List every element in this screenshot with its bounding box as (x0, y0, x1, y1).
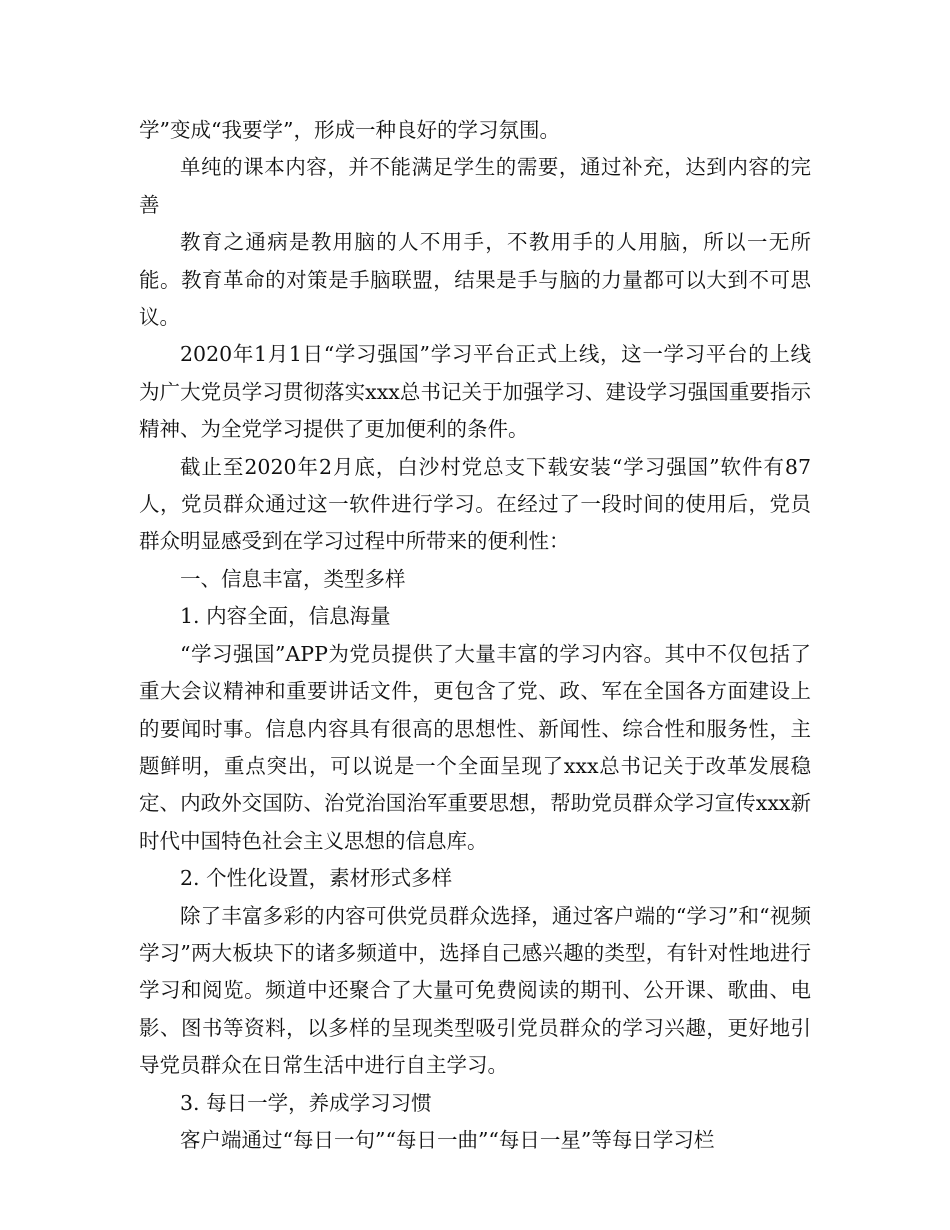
paragraph: 截止至2020年2月底，白沙村党总支下载安装“学习强国”软件有87人，党员群众通过这一软件进行学习。在经过了一段时间的使用后，党员群众明显感受到在学习过程中所带来的便利性： (139, 454, 811, 554)
document-body (139, 112, 811, 1159)
paragraph: 除了丰富多彩的内容可供党员群众选择，通过客户端的“学习”和“视频学习”两大板块下的诸多频道中，选择自己感兴趣的类型，有针对性地进行学习和阅览。频道中还聚合了大量可免费阅读的期刊、公开课、歌曲、电影、图书等资料，以多样的呈现类型吸引党员群众的学习兴趣，更好地引导党员群众在日常生活中进行自主学习。 (139, 903, 811, 1078)
subsection-heading: 1. 内容全面，信息海量 (180, 604, 391, 629)
section-heading: 一、信息丰富，类型多样 (180, 566, 406, 591)
subsection-heading: 2. 个性化设置，素材形式多样 (180, 866, 453, 891)
paragraph: 2020年1月1日“学习强国”学习平台正式上线，这一学习平台的上线为广大党员学习贯彻落实xxx总书记关于加强学习、建设学习强国重要指示精神、为全党学习提供了更加便利的条件。 (139, 342, 811, 442)
paragraph: 教育之通病是教用脑的人不用手，不教用手的人用脑，所以一无所能。教育革命的对策是手脑联盟，结果是手与脑的力量都可以大到不可思议。 (139, 230, 811, 330)
paragraph: “学习强国”APP为党员提供了大量丰富的学习内容。其中不仅包括了重大会议精神和重要讲话文件，更包含了党、政、军在全国各方面建设上的要闻时事。信息内容具有很高的思想性、新闻性、综合性和服务性，主题鲜明，重点突出，可以说是一个全面呈现了xxx总书记关于改革发展稳定、内政外交国防、治党治国治军重要思想，帮助党员群众学习宣传xxx新时代中国特色社会主义思想的信息库。 (139, 641, 811, 853)
subsection-heading: 3. 每日一学，养成学习习惯 (180, 1090, 432, 1115)
paragraph: 客户端通过“每日一句”“每日一曲”“每日一星”等每日学习栏 (180, 1127, 715, 1152)
paragraph: 学”变成“我要学”，形成一种良好的学习氛围。 (139, 118, 560, 142)
paragraph: 单纯的课本内容，并不能满足学生的需要，通过补充，达到内容的完善 (139, 155, 811, 217)
